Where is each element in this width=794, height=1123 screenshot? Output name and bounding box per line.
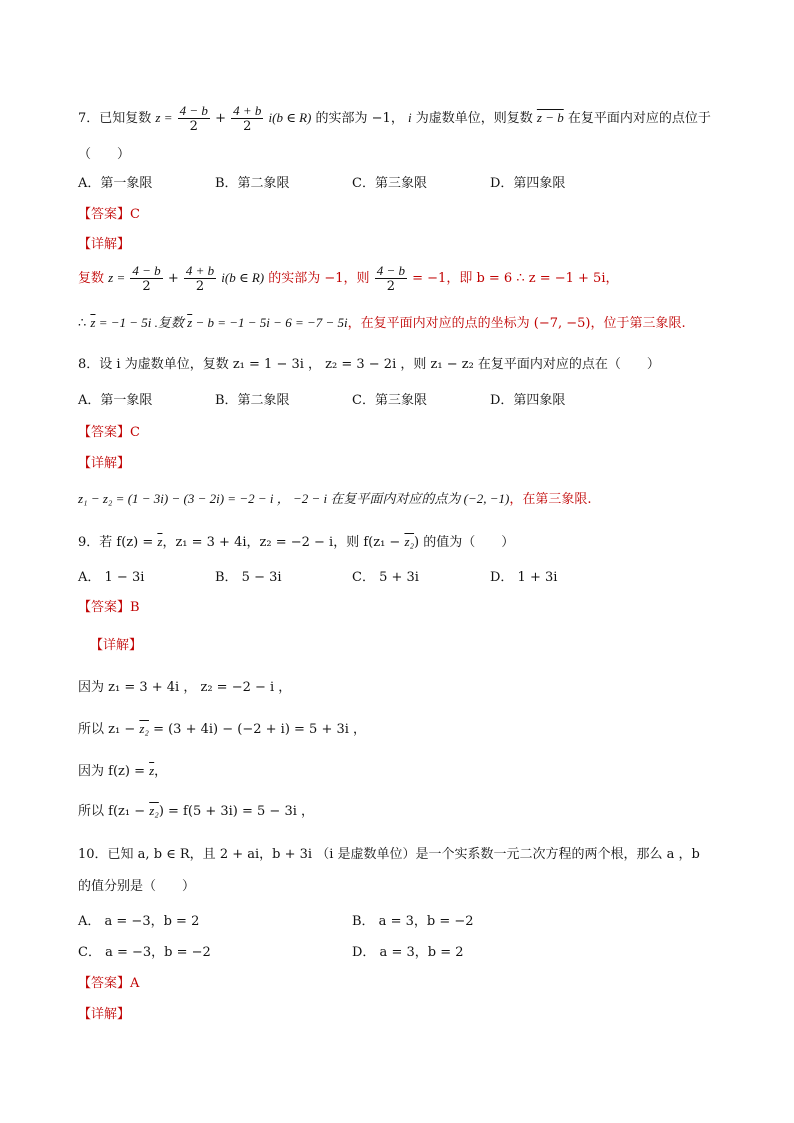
q7-sol2-zbar2: $\overline{z}$ (187, 315, 193, 330)
q10-option-c: C． a = −3，b = −2 (78, 945, 211, 960)
q7-frac2-num: 4 + b (233, 103, 262, 118)
q9-sol4-b: ) = f(5 + 3i) = 5 − 3i ， (158, 804, 315, 819)
q10-detail-label: 【详解】 (78, 1007, 131, 1022)
q8-sol-a: z₁ − z₂ = (1 − 3i) − (3 − 2i) = −2 − i ， −2 − i 在复平面内对应的点为 (−2, −1) (78, 491, 510, 506)
q7-sol1-frac2-den: 2 (195, 279, 205, 294)
q9-option-b: B． 5 − 3i (215, 570, 282, 585)
q7-frac2-den: 2 (243, 119, 252, 134)
q7-sol1-frac3-num: 4 − b (376, 263, 405, 278)
q8-answer-label: 【答案】 (78, 425, 131, 440)
q9-sol4 (78, 802, 314, 821)
q7-sol2-therefore: ∴ (78, 316, 91, 331)
q7-sol1-b: 的实部为 −1，则 (268, 271, 370, 286)
q7-sol1-frac2-num: 4 + b (185, 263, 215, 278)
q9-sol2-a: 所以 z₁ − (78, 722, 140, 737)
q7-detail-label: 【详解】 (78, 237, 131, 252)
q7-paren: （ ） (78, 147, 131, 162)
q7-option-d: D．第四象限 (490, 176, 566, 191)
q9-stem (78, 533, 514, 552)
q10-option-d: D． a = 3，b = 2 (352, 945, 464, 960)
q8-option-d: D．第四象限 (490, 393, 566, 408)
q10-option-b: B． a = 3，b = −2 (352, 914, 474, 929)
q8-answer-value: C (130, 425, 140, 440)
q7-stem-zbar-b: z − b (536, 110, 564, 125)
q9-sol4-a: 所以 f(z₁ − (78, 804, 150, 819)
q9-sol2-z2bar: z₂ (139, 721, 149, 736)
q10-stem-line2: 的值分别是（ ） (78, 879, 196, 894)
q9-option-d: D． 1 + 3i (490, 570, 558, 585)
q7-sol1-frac1-num: 4 − b (132, 263, 161, 278)
q7-frac1 (178, 103, 210, 134)
q9-sol3-b: ， (154, 764, 168, 779)
q7-sol1-frac2 (184, 263, 216, 294)
q7-sol2-e: − b = −1 − 5i − 6 = −7 − 5i (192, 315, 348, 330)
q7-sol1-frac3 (375, 263, 407, 294)
q7-sol1-frac1 (130, 263, 162, 294)
q7-stem-i: i (407, 110, 412, 125)
q7-sol1-frac1-den: 2 (142, 279, 151, 294)
q8-answer (78, 424, 140, 442)
q9-sol2 (78, 720, 366, 739)
q7-frac1-num: 4 − b (179, 103, 208, 118)
q7-plus: + (215, 111, 226, 126)
q7-option-c: C．第三象限 (352, 176, 427, 191)
q7-sol2-c: = −1 − 5i .复数 (95, 315, 188, 330)
q8-sol-b: ，在第三象限. (509, 492, 592, 507)
q7-frac1-den: 2 (189, 119, 198, 134)
q10-answer (78, 975, 139, 993)
q8-option-b: B．第二象限 (215, 393, 290, 408)
q7-sol2-zbar: $\overline{z}$ (90, 315, 96, 330)
q8-option-c: C．第三象限 (352, 393, 427, 408)
q9-stem-c: ) 的值为（ ） (414, 535, 515, 550)
q7-sol1-lhs: z = (108, 270, 126, 285)
q10-answer-label: 【答案】 (78, 976, 131, 991)
q10-option-a: A． a = −3，b = 2 (78, 914, 200, 929)
q8-detail-label: 【详解】 (78, 456, 131, 471)
q10-answer-value: A (130, 976, 140, 991)
q9-sol3-zbar: $\overline{z}$ (149, 763, 155, 778)
q9-answer-value: B (130, 600, 140, 615)
q9-answer-label: 【答案】 (78, 600, 131, 615)
q7-sol1-frac3-den: 2 (386, 279, 395, 294)
q9-sol1: 因为 z₁ = 3 + 4i ， z₂ = −2 − i ， (78, 680, 292, 695)
q9-sol3-a: 因为 f(z) = (78, 764, 150, 779)
q9-sol4-z2bar: z₂ (149, 803, 159, 818)
q8-stem: 8．设 i 为虚数单位，复数 z₁ = 1 − 3i ， z₂ = 3 − 2i ，则 z₁ − z₂ 在复平面内对应的点在（ ） (78, 357, 660, 372)
q7-sol2-f: ，在复平面内对应的点的坐标为 (−7, −5)，位于第三象限. (347, 316, 686, 331)
q7-option-b: B．第二象限 (215, 176, 290, 191)
q9-detail-label: 【详解】 (90, 638, 143, 653)
q7-solution-line1 (78, 263, 619, 294)
q9-option-a: A． 1 − 3i (78, 570, 145, 585)
q7-sol1-a: 复数 (78, 271, 105, 286)
q7-sol1-c: = −1，即 b = 6 ∴ z = −1 + 5i， (412, 271, 619, 286)
q7-solution-line2 (78, 314, 686, 333)
q7-sol1-tail: i(b ∈ R) (221, 270, 265, 285)
q7-answer-value: C (130, 207, 140, 222)
q7-expr-lhs: z = (155, 110, 173, 125)
q9-stem-b: ，z₁ = 3 + 4i，z₂ = −2 − i，则 f(z₁ − (162, 535, 405, 550)
q7-sol1-plus: + (167, 271, 179, 286)
q9-sol2-b: = (3 + 4i) − (−2 + i) = 5 + 3i ， (148, 722, 367, 737)
q7-stem-prefix: 7．已知复数 (78, 111, 152, 126)
q9-option-c: C． 5 + 3i (352, 570, 419, 585)
q7-option-a: A．第一象限 (78, 176, 153, 191)
q9-sol3 (78, 762, 167, 781)
q9-stem-a: 9．若 f(z) = (78, 535, 158, 550)
q7-expr-tail: i(b ∈ R) (268, 110, 312, 125)
q10-stem-line1: 10．已知 a, b ∈ R，且 2 + ai，b + 3i （i 是虚数单位）是一个实系数一元二次方程的两个根，那么 a ，b (78, 847, 700, 862)
q7-stem-d: 为虚数单位，则复数 (415, 111, 533, 126)
q7-answer-label: 【答案】 (78, 207, 131, 222)
q8-solution (78, 490, 592, 509)
q9-stem-z2bar: z₂ (404, 534, 415, 549)
q7-answer (78, 206, 140, 224)
q9-answer (78, 599, 140, 617)
q7-stem-b: 的实部为 −1， (315, 111, 404, 126)
q9-stem-zbar: $\overline{z}$ (157, 534, 163, 549)
q7-stem-f: 在复平面内对应的点位于 (567, 111, 711, 126)
q8-option-a: A．第一象限 (78, 393, 153, 408)
q7-stem-line1 (78, 103, 711, 134)
q7-frac2 (231, 103, 263, 134)
